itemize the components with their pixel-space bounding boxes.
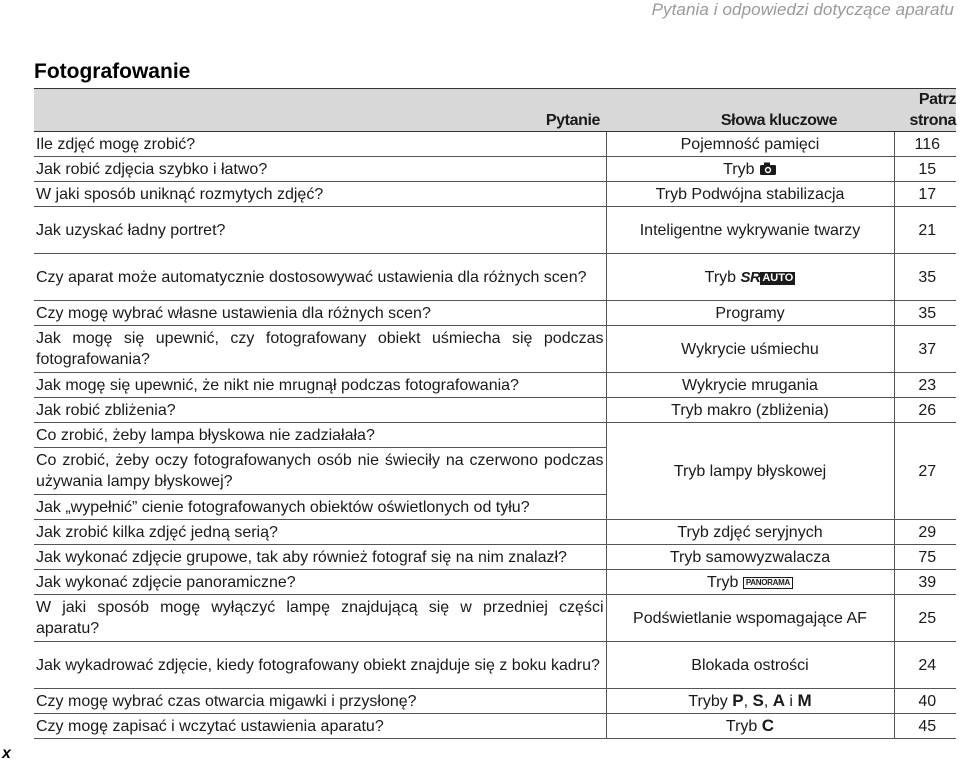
question-cell: Co zrobić, żeby oczy fotografowanych osób nie świeciły na czerwono podczas używania lampy błyskowej? xyxy=(34,448,606,495)
section-title: Fotografowanie xyxy=(34,60,191,83)
header-question: Pytanie xyxy=(34,89,606,132)
keyword-cell: Wykrycie uśmiechu xyxy=(606,326,894,373)
keyword-cell xyxy=(606,714,894,739)
page-ref-cell: 29 xyxy=(894,520,956,545)
table-row xyxy=(34,157,956,182)
keyword-separator: , xyxy=(763,693,773,710)
keyword-cell: Tryb lampy błyskowej xyxy=(606,423,894,520)
keyword-separator: , xyxy=(743,693,753,710)
question-cell: Co zrobić, żeby lampa błyskowa nie zadziałała? xyxy=(34,423,606,448)
panorama-symbol: PANORAMA xyxy=(743,577,793,589)
table-row xyxy=(34,132,956,157)
keyword-text: Tryby xyxy=(688,693,728,710)
page-ref-cell: 21 xyxy=(894,207,956,254)
header-keywords: Słowa kluczowe xyxy=(606,89,894,132)
faq-table xyxy=(34,88,956,739)
question-cell: Jak robić zbliżenia? xyxy=(34,398,606,423)
table-row xyxy=(34,207,956,254)
table-row xyxy=(34,545,956,570)
table-row xyxy=(34,301,956,326)
page-ref-cell: 15 xyxy=(894,157,956,182)
question-cell: Jak uzyskać ładny portret? xyxy=(34,207,606,254)
running-header: Pytania i odpowiedzi dotyczące aparatu xyxy=(651,0,954,19)
table-row xyxy=(34,642,956,689)
keyword-text: Tryb xyxy=(707,573,739,591)
keyword-text: Tryb xyxy=(704,268,737,286)
page-ref-cell: 25 xyxy=(894,595,956,642)
keyword-separator: i xyxy=(784,693,798,710)
page-ref-cell: 26 xyxy=(894,398,956,423)
page-ref-cell: 24 xyxy=(894,642,956,689)
page-ref-cell: 35 xyxy=(894,254,956,301)
page-number: x xyxy=(2,745,11,762)
table-row xyxy=(34,595,956,642)
question-cell: Czy mogę wybrać własne ustawienia dla różnych scen? xyxy=(34,301,606,326)
table-row xyxy=(34,570,956,595)
page-ref-cell: 45 xyxy=(894,714,956,739)
question-cell: W jaki sposób mogę wyłączyć lampę znajdującą się w przedniej części aparatu? xyxy=(34,595,606,642)
keyword-cell: Tryb Podwójna stabilizacja xyxy=(606,182,894,207)
keyword-cell xyxy=(606,689,894,714)
keyword-cell: Podświetlanie wspomagające AF xyxy=(606,595,894,642)
keyword-cell: Inteligentne wykrywanie twarzy xyxy=(606,207,894,254)
table-row xyxy=(34,520,956,545)
question-cell: Jak robić zdjęcia szybko i łatwo? xyxy=(34,157,606,182)
question-cell: Czy mogę wybrać czas otwarcia migawki i przysłonę? xyxy=(34,689,606,714)
table-row xyxy=(34,689,956,714)
table-row xyxy=(34,326,956,373)
keyword-text: Tryb xyxy=(725,718,758,735)
page-ref-cell: 116 xyxy=(894,132,956,157)
question-cell: Czy mogę zapisać i wczytać ustawienia aparatu? xyxy=(34,714,606,739)
table-row xyxy=(34,182,956,207)
page-ref-cell: 75 xyxy=(894,545,956,570)
keyword-cell: Programy xyxy=(606,301,894,326)
keyword-cell: Wykrycie mrugania xyxy=(606,373,894,398)
page-ref-cell: 17 xyxy=(894,182,956,207)
page-ref-cell: 39 xyxy=(894,570,956,595)
table-header-row xyxy=(34,89,956,132)
keyword-cell: Tryb samowyzwalacza xyxy=(606,545,894,570)
question-cell: Ile zdjęć mogę zrobić? xyxy=(34,132,606,157)
keyword-cell xyxy=(606,157,894,182)
question-cell: Czy aparat może automatycznie dostosowywać ustawienia dla różnych scen? xyxy=(34,254,606,301)
page-ref-cell: 23 xyxy=(894,373,956,398)
keyword-cell: Tryb zdjęć seryjnych xyxy=(606,520,894,545)
table-row xyxy=(34,254,956,301)
table-row xyxy=(34,423,956,448)
page-ref-cell: 35 xyxy=(894,301,956,326)
page-ref-cell: 40 xyxy=(894,689,956,714)
camera-icon xyxy=(759,161,777,176)
question-cell: Jak wykadrować zdjęcie, kiedy fotografowany obiekt znajduje się z boku kadru? xyxy=(34,642,606,689)
question-cell: Jak zrobić kilka zdjęć jedną serią? xyxy=(34,520,606,545)
table-row xyxy=(34,714,956,739)
table-row xyxy=(34,398,956,423)
table-row xyxy=(34,373,956,398)
keyword-cell: Blokada ostrości xyxy=(606,642,894,689)
question-cell: Jak mogę się upewnić, że nikt nie mrugnął podczas fotografowania? xyxy=(34,373,606,398)
keyword-cell: Tryb makro (zbliżenia) xyxy=(606,398,894,423)
sr-symbol: SR xyxy=(740,268,761,286)
mode-p-symbol: P xyxy=(732,691,744,710)
page-ref-cell: 27 xyxy=(894,423,956,520)
mode-m-symbol: M xyxy=(797,691,812,710)
page-ref-cell: 37 xyxy=(894,326,956,373)
question-cell: Jak wykonać zdjęcie panoramiczne? xyxy=(34,570,606,595)
question-cell: Jak wykonać zdjęcie grupowe, tak aby również fotograf się na nim znalazł? xyxy=(34,545,606,570)
header-see-page: Patrz strona xyxy=(894,89,956,132)
question-cell: Jak „wypełnić” cienie fotografowanych obiektów oświetlonych od tyłu? xyxy=(34,495,606,520)
keyword-cell: Pojemność pamięci xyxy=(606,132,894,157)
mode-a-symbol: A xyxy=(772,691,785,710)
mode-s-symbol: S xyxy=(752,691,764,710)
question-cell: W jaki sposób uniknąć rozmytych zdjęć? xyxy=(34,182,606,207)
question-cell: Jak mogę się upewnić, czy fotografowany obiekt uśmiecha się podczas fotografowania? xyxy=(34,326,606,373)
auto-symbol: AUTO xyxy=(762,271,794,284)
keyword-cell xyxy=(606,254,894,301)
keyword-text: Tryb xyxy=(723,160,755,178)
mode-c-symbol: C xyxy=(761,716,775,735)
keyword-cell xyxy=(606,570,894,595)
